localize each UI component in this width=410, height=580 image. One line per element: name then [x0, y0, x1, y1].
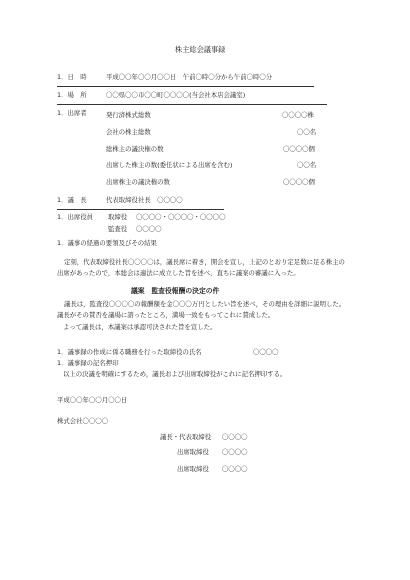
signature-name: 〇〇〇〇: [222, 433, 248, 441]
signature-text: 以上の決議を明確にするため，議長および出席取締役がこれに記名押印する。: [63, 370, 287, 378]
chair-label: 1．議 長: [57, 196, 87, 204]
opening-paragraph: 定刻，代表取締役社長〇〇〇〇は，議長席に着き，開会を宣し，上記のとおり定足数に足る株主の出席があったので，本総会は適法に成立した旨を述べ，直ちに議案の審議に入った。: [57, 258, 345, 277]
signature-role: 議長・代表取締役: [160, 433, 212, 441]
attendee-row-label: 総株主の議決権の数: [106, 145, 164, 153]
auditor-value: 〇〇〇〇: [136, 225, 162, 233]
place-value: 〇〇県〇〇市〇〇町〇〇〇〇(当会社本店会議室): [106, 91, 246, 99]
signature-name: 〇〇〇〇: [222, 465, 248, 473]
place-underline: [57, 104, 327, 105]
chair-value: 代表取締役社長 〇〇〇〇: [106, 196, 183, 204]
signature-role: 出席取締役: [177, 465, 209, 473]
agenda-resolution: よって議長は，本議案は承認可決された旨を宣した。: [63, 323, 217, 331]
attendee-row-value: 〇〇〇〇株: [282, 111, 314, 119]
attendee-row-value: 〇〇〇〇個: [283, 145, 315, 153]
datetime-underline: [57, 86, 314, 87]
officers-label: 1．出席役員: [57, 213, 94, 221]
attendees-label: 1．出席者: [57, 109, 87, 117]
attendee-row-label: 出席した株主の数(委任状による出席を含む): [106, 161, 233, 169]
datetime-label: 1．日 時: [57, 73, 87, 81]
attendee-row-value: 〇〇名: [297, 128, 317, 136]
attendee-row-value: 〇〇名: [297, 161, 317, 169]
document-title: 株主総会議事録: [175, 45, 226, 54]
signature-role: 出席取締役: [177, 448, 209, 456]
directors-label: 取締役: [108, 213, 128, 221]
datetime-value: 平成〇〇年〇〇月〇〇日 午前〇時〇分から午前〇時〇分: [106, 73, 273, 81]
minutes-preparer-value: 〇〇〇〇: [253, 348, 279, 356]
signature-name: 〇〇〇〇: [222, 448, 248, 456]
place-label: 1．場 所: [57, 91, 87, 99]
attendee-row-label: 会社の株主総数: [106, 128, 151, 136]
chair-underline: [57, 209, 224, 210]
company-name: 株式会社〇〇〇〇: [57, 417, 109, 425]
summary-heading: 1．議事の経過の要領及びその結果: [57, 239, 157, 247]
directors-value: 〇〇〇〇・〇〇〇〇・〇〇〇〇: [136, 213, 226, 221]
date-footer: 平成〇〇年〇〇月〇〇日: [57, 396, 128, 404]
agenda-title: 議案 監査役報酬の決定の件: [131, 287, 220, 295]
auditor-label: 監査役: [108, 225, 128, 233]
agenda-body: 議長は，監査役〇〇〇〇の報酬額を金〇〇〇万円としたい旨を述べ，その理由を詳細に説明した。議長がその賛否を議場に諮ったところ，満場一致をもってこれに賛成した。: [57, 300, 346, 319]
attendee-row-label: 出席株主の議決権の数: [106, 178, 170, 186]
attendee-row-label: 発行済株式総数: [106, 111, 151, 119]
attendee-row-value: 〇〇〇〇個: [283, 178, 315, 186]
minutes-preparer-label: 1．議事録の作成に係る職務を行った取締役の氏名: [57, 348, 202, 356]
signature-heading: 1．議事録の記名押印: [57, 359, 119, 367]
